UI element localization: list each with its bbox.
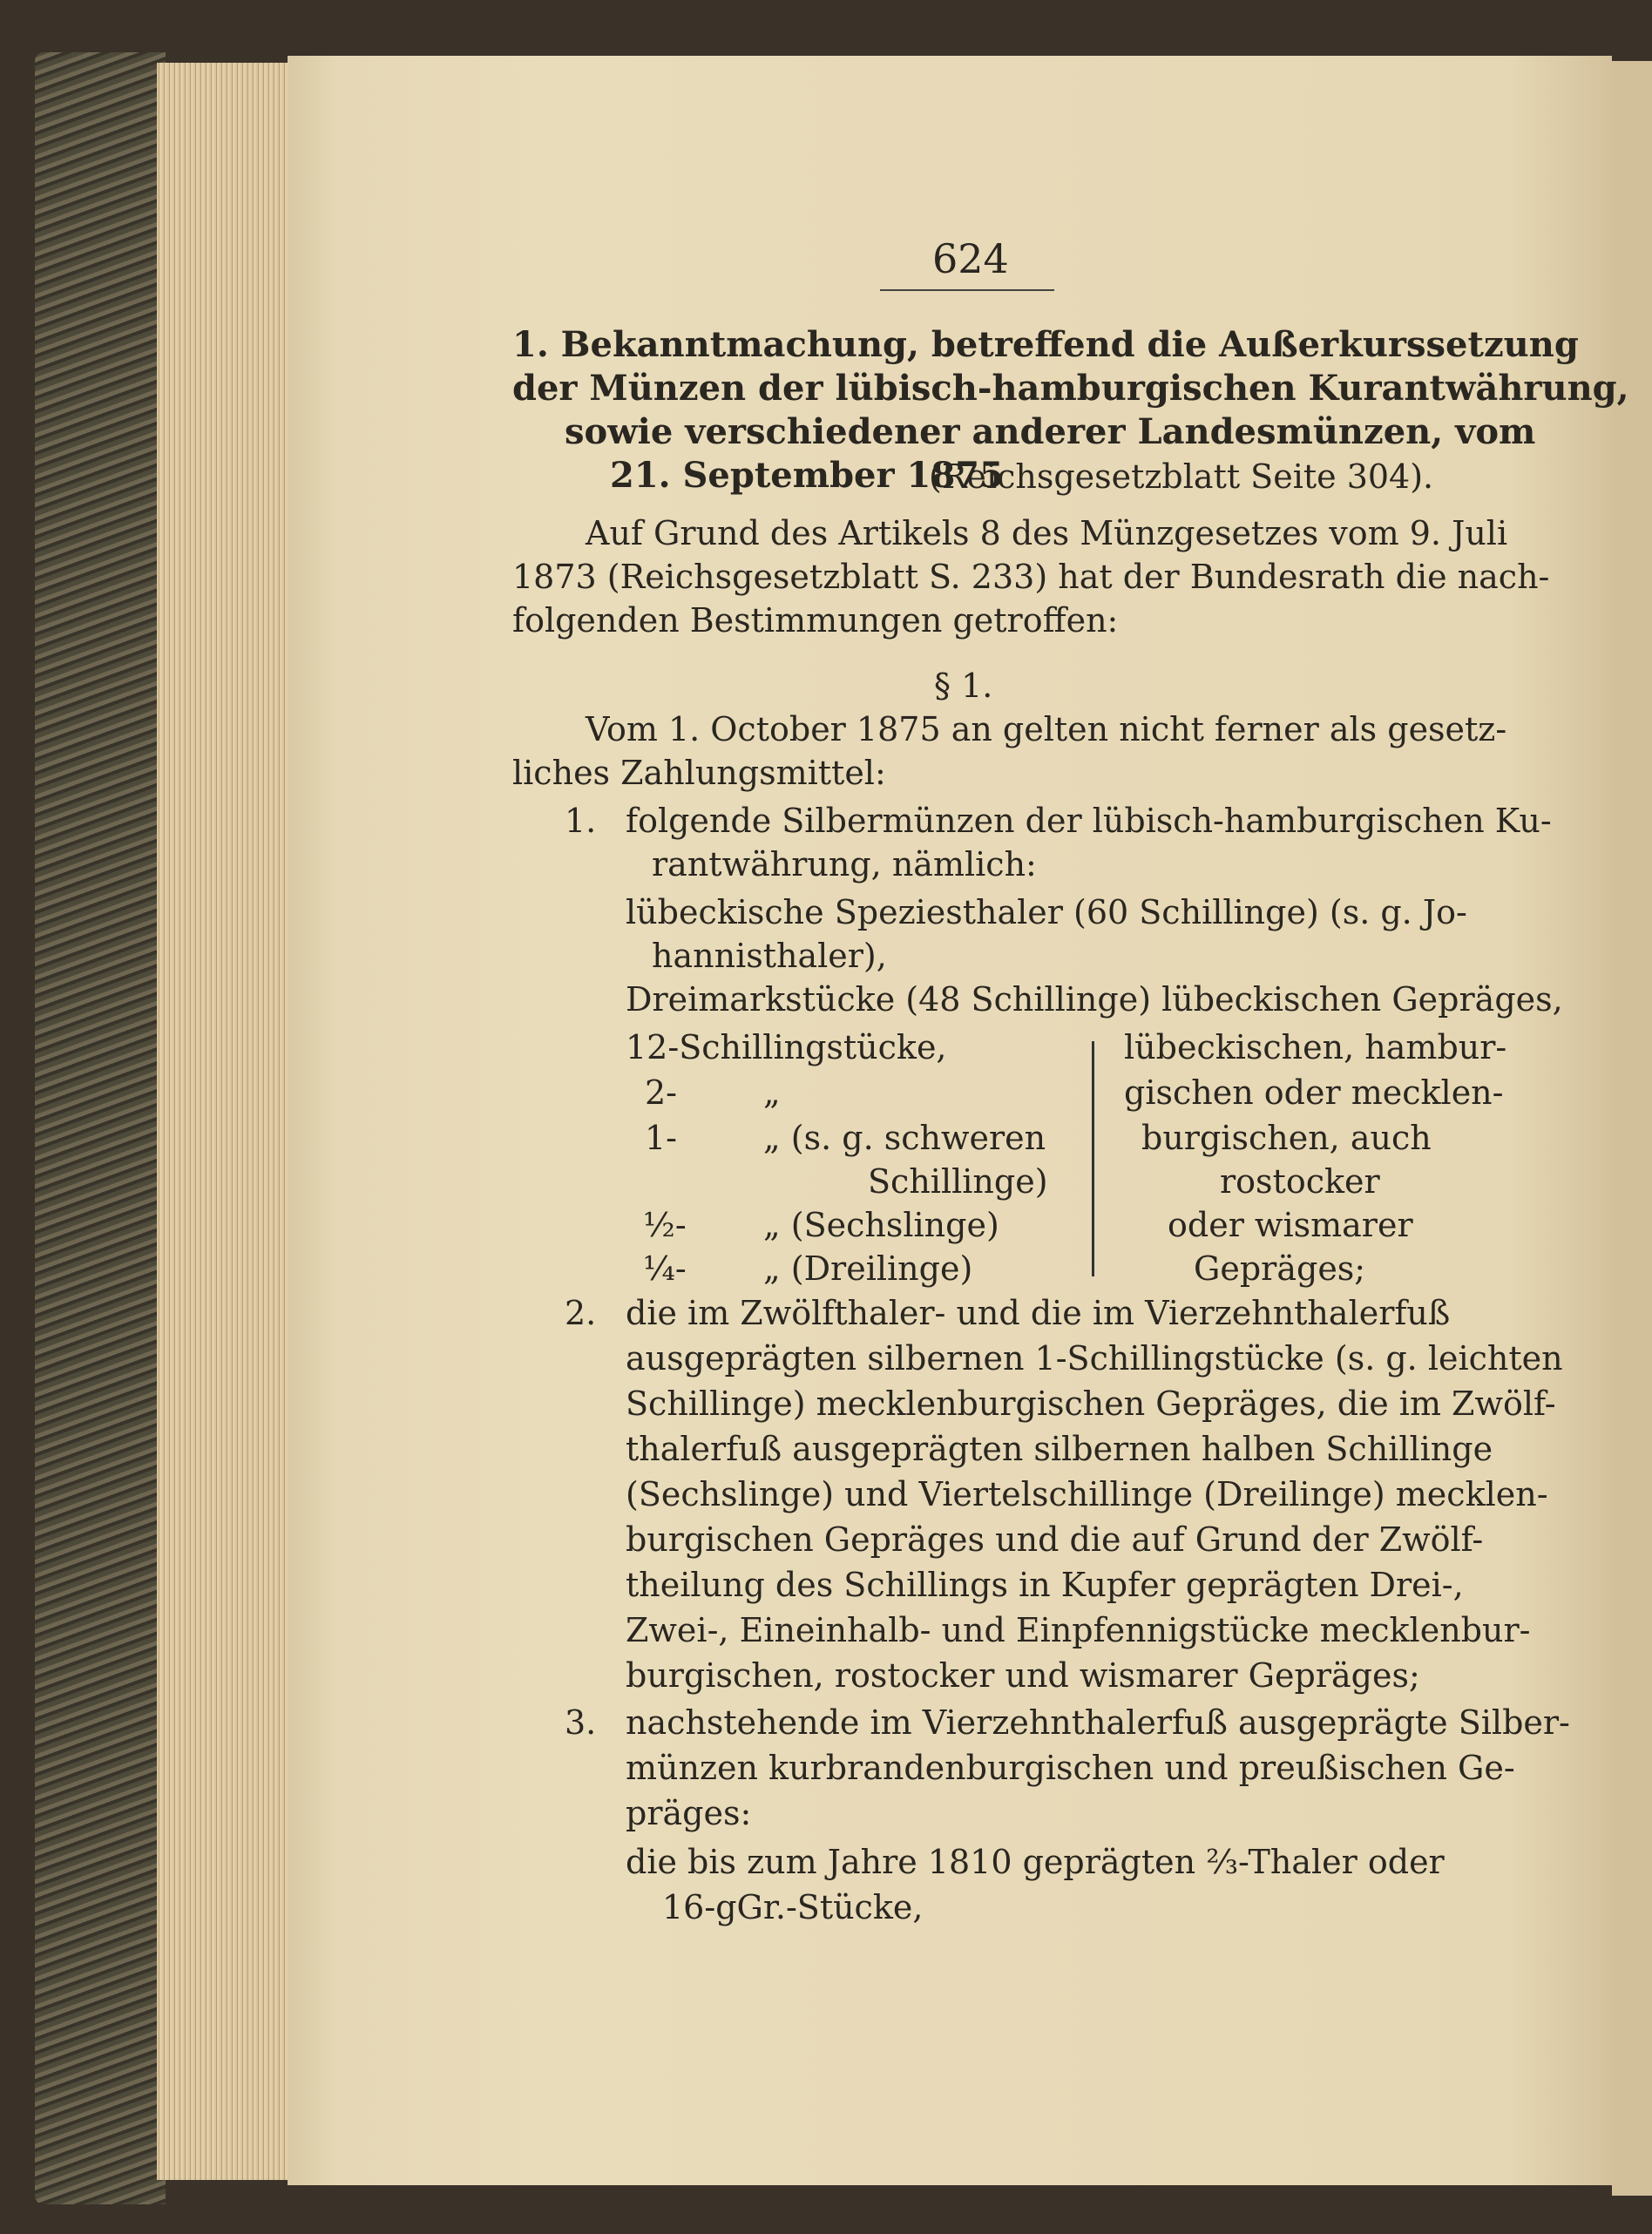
page-edges [157, 63, 296, 2180]
coin-denomination: ¼- [643, 1249, 687, 1288]
item1-line: rantwährung, nämlich: [652, 845, 1037, 883]
page-number: 624 [932, 235, 1009, 282]
item3-line: präges: [626, 1794, 752, 1832]
intro-line: Auf Grund des Artikels 8 des Münzgesetzes vom 9. Juli [586, 514, 1508, 552]
item3-line: münzen kurbrandenburgischen und preußischen Ge- [626, 1749, 1515, 1787]
item2-line: ausgeprägten silbernen 1-Schillingstücke (s. g. leichten [626, 1339, 1563, 1378]
coin-origin: lübeckischen, hambur- [1124, 1028, 1507, 1066]
intro-line: folgenden Bestimmungen getroffen: [512, 601, 1119, 640]
coin-note: Schillinge) [868, 1162, 1048, 1201]
coin-origin: burgischen, auch [1141, 1119, 1432, 1157]
section-line: liches Zahlungsmittel: [512, 754, 886, 792]
item2-line: theilung des Schillings in Kupfer geprägten Drei-, [626, 1566, 1464, 1604]
title-line: 1. Bekanntmachung, betreffend die Außerkurssetzung [512, 324, 1579, 365]
title-line: sowie verschiedener anderer Landesmünzen, vom [565, 411, 1536, 452]
item2-line: burgischen, rostocker und wismarer Gepräges; [626, 1656, 1420, 1695]
coin-denomination: 1- [645, 1119, 678, 1157]
item2-line: Zwei-, Eineinhalb- und Einpfennigstücke mecklenbur- [626, 1611, 1531, 1649]
intro-line: 1873 (Reichsgesetzblatt S. 233) hat der Bundesrath die nach- [512, 558, 1550, 596]
item2-line: (Sechslinge) und Viertelschillinge (Dreilinge) mecklen- [626, 1475, 1548, 1513]
section-line: Vom 1. October 1875 an gelten nicht ferner als gesetz- [586, 710, 1507, 748]
title-source: (Reichsgesetzblatt Seite 304). [929, 457, 1434, 496]
coin-note: „ (Dreilinge) [763, 1249, 973, 1288]
item-number: 3. [565, 1703, 597, 1742]
item1-line: lübeckische Speziesthaler (60 Schillinge) (s. g. Jo- [626, 893, 1467, 931]
coin-denomination: ½- [643, 1206, 687, 1244]
coin-origin: gischen oder mecklen- [1124, 1073, 1504, 1112]
item2-line: thalerfuß ausgeprägten silbernen halben Schillinge [626, 1430, 1493, 1468]
item-number: 2. [565, 1294, 597, 1332]
coin-origin: oder wismarer [1168, 1206, 1413, 1244]
item3-line: nachstehende im Vierzehnthalerfuß ausgeprägte Silber- [626, 1703, 1570, 1742]
item1-line: Dreimarkstücke (48 Schillinge) lübeckischen Gepräges, [626, 980, 1563, 1019]
title-line: der Münzen der lübisch-hamburgischen Kurantwährung, [512, 368, 1629, 409]
item3-line: die bis zum Jahre 1810 geprägten ⅔-Thaler oder [626, 1843, 1445, 1881]
title-line: 21. September 1875 [610, 455, 1004, 496]
table-brace [1092, 1041, 1094, 1276]
item2-line: burgischen Gepräges und die auf Grund der Zwölf- [626, 1520, 1484, 1559]
coin-denomination: 12-Schillingstücke, [626, 1028, 947, 1066]
item3-line: 16-gGr.-Stücke, [662, 1888, 924, 1926]
coin-origin: rostocker [1220, 1162, 1380, 1201]
item1-line: folgende Silbermünzen der lübisch-hamburgischen Ku- [626, 802, 1552, 840]
item-number: 1. [565, 802, 597, 840]
coin-note: „ [763, 1073, 781, 1112]
page-number-rule [880, 289, 1054, 291]
coin-origin: Gepräges; [1194, 1249, 1366, 1288]
coin-note: „ (Sechslinge) [763, 1206, 999, 1244]
item2-line: Schillinge) mecklenburgischen Gepräges, die im Zwölf- [626, 1384, 1556, 1423]
coin-denomination: 2- [645, 1073, 678, 1112]
book-binding [35, 52, 166, 2204]
section-heading: § 1. [934, 667, 993, 705]
item1-line: hannisthaler), [652, 937, 887, 975]
coin-note: „ (s. g. schweren [763, 1119, 1046, 1157]
item2-line: die im Zwölfthaler- und die im Vierzehnthalerfuß [626, 1294, 1451, 1332]
